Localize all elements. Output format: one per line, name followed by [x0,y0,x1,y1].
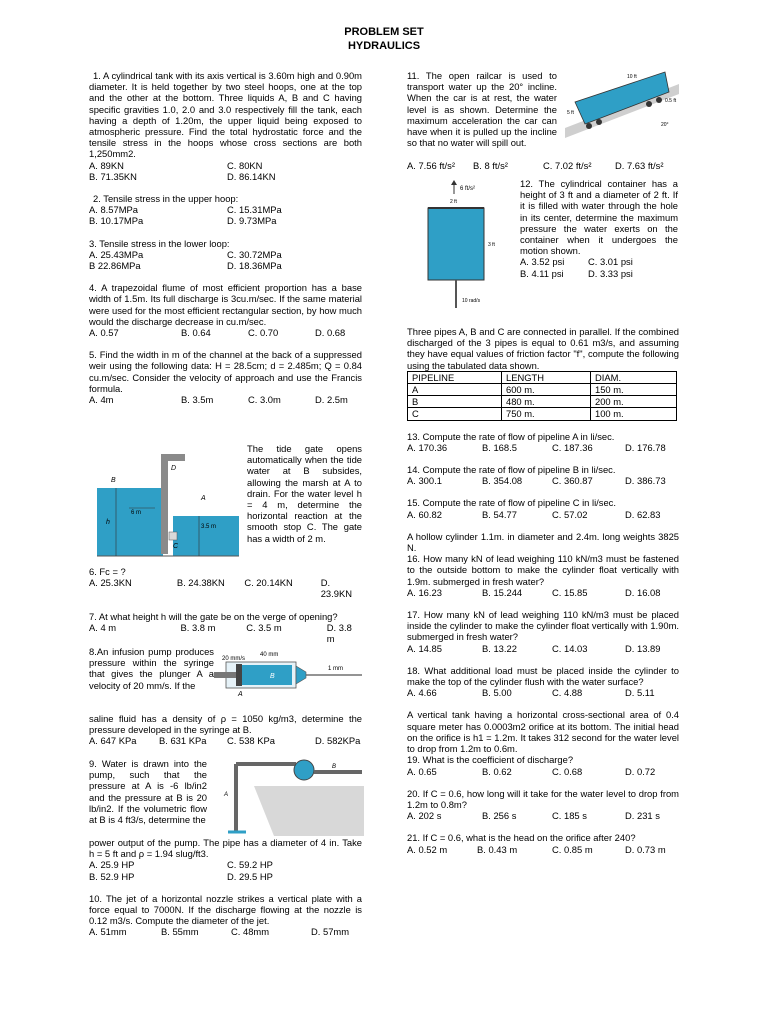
label-6m: 6 m [131,510,142,516]
q14-option-c: C. 360.87 [552,475,593,487]
left-column [89,70,362,405]
q15-option-d: D. 62.83 [625,508,661,520]
q6-option-d: D. 23.9KN [320,577,352,600]
q9-option-b: B. 52.9 HP [89,870,135,882]
q2-option-c: C. 15.31MPa [227,204,282,216]
q9-option-a: A. 25.9 HP [89,859,135,871]
q8-text-part2: saline fluid has a density of ρ = 1050 kg/m3, determine the pressure developed in the syringe at B. [89,713,362,736]
q18-option-d: D. 5.11 [625,687,655,699]
q14-option-d: D. 386.73 [625,475,666,487]
q12-option-b: B. 4.11 psi [520,267,564,279]
railcar-depth-label: 0.5 ft [665,98,677,104]
tank-intro: A vertical tank having a horizontal cross-sectional area of 0.4 square meter has 0.0003m2 orifice at its bottom. The initial head on the orifice is h1 = 1.2m. It takes 312 second for the water level to drop from 1.2m to 0.6m. [407,709,679,755]
q4-text: 4. A trapezoidal flume of most efficient proportion has a base width of 1.5m. Its full discharge is 3cu.m/sec. If the same material were used for the most efficient rectangular section, by how much would the discharge decrease in cu.m/sec. [89,282,362,327]
table-cell: C [408,408,502,420]
syringe-figure [212,646,364,702]
q18-text: 18. What additional load must be placed inside the cylinder to make the top of the cylinder flush with the water surface? [407,664,679,688]
gate-post [161,454,168,554]
q21-option-b: B. 0.43 m [477,843,518,855]
q4-option-c: C. 0.70 [248,327,279,339]
q2-option-b: B. 10.17MPa [89,215,144,227]
q19-option-b: B. 0.62 [482,765,512,777]
label-d: D [171,465,177,472]
syringe-outlet-label: 1 mm [328,666,343,672]
table-cell: 100 m. [591,408,677,420]
q6-text: 6. Fc = ? [89,566,126,577]
svg-text:B: B [332,764,337,770]
q6-option-a: A. 25.3KN [89,577,132,589]
q14-option-b: B. 354.08 [482,475,523,487]
q11-option-d: D. 7.63 ft/s² [615,160,664,171]
q20-option-b: B. 256 s [482,810,517,822]
q13-option-c: C. 187.36 [552,441,593,453]
q12-option-c: C. 3.01 psi [588,256,633,268]
q13-option-d: D. 176.78 [625,441,666,453]
table-row [408,384,677,396]
syringe-velocity-label: 20 mm/s [222,656,246,662]
q17-option-a: A. 14.85 [407,642,442,654]
q20-option-c: C. 185 s [552,810,587,822]
water-a [173,516,239,556]
q11-option-b: B. 8 ft/s² [473,160,508,171]
q2-option-d: D. 9.73MPa [227,215,277,227]
q8-text-part1: 8.An infusion pump produces pressure within the syringe that gives the plunger A a velocity of 20 mm/s. If the [89,646,214,691]
q7-text: 7. At what height h will the gate be on the verge of opening? [89,610,338,622]
cylinder-water [428,208,484,280]
q8-option-b: B. 631 KPa [159,735,207,747]
gate-arm [161,454,185,461]
q11-option-a: A. 7.56 ft/s² [407,160,455,171]
q19-option-a: A. 0.65 [407,765,437,777]
q11-text: 11. The open railcar is used to transport water up the 20° incline. When the car is at rest, the water level is as shown. Determine the maximum acceleration the car can have when it is pulled up the incline so that no water will spill out. [407,70,557,149]
table-cell: B [408,396,502,408]
q8-block [89,713,362,747]
q1-option-c: C. 80KN [227,159,263,171]
q10-option-d: D. 57mm [311,926,350,938]
q12-text: 12. The cylindrical container has a height of 3 ft and a diameter of 2 ft. If it is filled with water through the hole in its center, determine the maximum pressure the water exerts on the container when it undergoes the motion shown. [520,178,678,257]
table-cell: 750 m. [502,408,591,420]
cylinder-dia-label: 2 ft [450,199,457,205]
table-cell: A [408,384,502,396]
q9-text-part2: power output of the pump. The pipe has a diameter of 4 in. Take h = 5 ft and ρ = 1.94 slug/ft3. [89,837,362,860]
q11-option-c: C. 7.02 ft/s² [543,160,592,171]
q9-option-c: C. 59.2 HP [227,859,273,871]
q1-option-d: D. 86.14KN [227,170,276,182]
q16-option-a: A. 16.23 [407,586,442,598]
q8-option-d: D. 582KPa [315,735,361,747]
q11-options [407,160,687,171]
q18-option-b: B. 5.00 [482,687,512,699]
q19-option-c: C. 0.68 [552,765,583,777]
q10-option-a: A. 51mm [89,926,127,938]
q9-block [89,837,362,938]
q2-option-a: A. 8.57MPa [89,204,138,216]
q5-text: 5. Find the width in m of the channel at the back of a suppressed weir using the following data: H = 28.5cm; d = 2.485m; Q = 0.84 cu.m/sec. Consider the velocity of approach and use the Francis formula. [89,349,362,394]
tide-gate-figure [89,452,241,560]
q2-text: 2. Tensile stress in the upper hoop: [93,193,239,205]
label-a: A [201,495,206,502]
q17-option-c: C. 14.03 [552,642,588,654]
q5-option-a: A. 4m [89,394,114,406]
q21-option-c: C. 0.85 m [552,843,593,855]
q12-block [520,178,678,279]
railcar-angle-label: 20° [661,122,669,128]
stop-c [169,532,177,540]
pipes-intro: Three pipes A, B and C are connected in parallel. If the combined discharged of the 3 pipes is equal to 0.61 m3/s, and assuming they have equal values of friction factor "f", compute the following using the tabulated data shown. [407,326,679,371]
q20-option-d: D. 231 s [625,810,660,822]
q5-option-c: C. 3.0m [248,394,281,406]
q21-option-d: D. 0.73 m [625,843,666,855]
railcar-length-label: 10 ft [627,74,637,80]
q14-text: 14. Compute the rate of flow of pipeline B in li/sec. [407,464,616,476]
cylinder-acc-label: 6 ft/s² [460,186,476,192]
cylinder-omega-label: 10 rad/s [462,298,481,304]
pump-body [294,760,314,780]
label-c: C [173,543,179,550]
q19-text: 19. What is the coefficient of discharge? [407,754,574,766]
q17-text: 17. How many kN of lead weighing 110 kN/m3 must be placed inside the cylinder to make the cylinder float vertically with 1.90m. submerged in fresh water? [407,609,679,643]
q6-option-b: B. 24.38KN [176,577,225,589]
table-header: DIAM. [591,371,677,383]
q8-option-c: C. 538 KPa [227,735,275,747]
q12-option-a: A. 3.52 psi [520,256,565,268]
q15-text: 15. Compute the rate of flow of pipeline C in li/sec. [407,497,616,509]
q10-option-c: C. 48mm [231,926,270,938]
q1-text: 1. A cylindrical tank with its axis vertical is 3.60m high and 0.90m diameter. It is held together by two steel hoops, one at the top and the other at the bottom. Three liquids A, B and C having specific gravities 1.0, 2.0 and 3.0 respectively fill the tank, each having a depth of 1.20m, the upper liquid being exposed to atmospheric pressure. Find the total hydrostatic force and the tensile stress in the hoops whose cross sections are both 1,250mm2. [89,70,362,160]
q3-option-a: A. 25.43MPa [89,248,144,260]
q7-option-d: D. 3.8 m [326,621,352,645]
q1-options-row1 [89,160,362,171]
syringe-diameter-label: 40 mm [260,652,279,658]
q13-option-a: A. 170.36 [407,441,448,453]
q21-text: 21. If C = 0.6, what is the head on the orifice after 240? [407,832,636,844]
q3-option-c: C. 30.72MPa [227,248,282,260]
table-cell: 600 m. [502,384,591,396]
page-subtitle: HYDRAULICS [347,40,421,52]
pipes-table [407,371,677,421]
pump-figure [214,756,364,836]
tide-gate-text: The tide gate opens automatically when the tide water at B subsides, allowing the marsh at A to drain. For the water level h = 4 m, determine the horizontal reaction at the smooth stop C. The gate has a width of 2 m. [247,443,362,544]
q1-option-b: B. 71.35KN [89,170,137,182]
q3-option-b: B 22.86MPa [89,260,141,272]
q15-option-b: B. 54.77 [482,508,517,520]
q7-option-c: C. 3.5 m [246,621,282,633]
q15-option-c: C. 57.02 [552,508,588,520]
syringe-label-b: B [270,673,275,680]
table-row [408,396,677,408]
q10-text: 10. The jet of a horizontal nozzle strikes a vertical plate with a force equal to 7000N. If the discharge flowing at the nozzle is 0.12 m3/s. Compute the diameter of the jet. [89,892,362,927]
page-title: PROBLEM SET [344,26,424,38]
q21-option-a: A. 0.52 m [407,843,448,855]
q9-option-d: D. 29.5 HP [227,870,273,882]
table-header-row [408,371,677,383]
q6-q7-block [89,566,362,644]
q5-option-b: B. 3.5m [181,394,214,406]
q6-option-c: C. 20.14KN [244,577,293,589]
q5-option-d: D. 2.5m [315,394,348,406]
q18-option-a: A. 4.66 [407,687,437,699]
railcar-height-label: 5 ft [567,110,574,116]
label-h: h [106,519,110,526]
q17-option-d: D. 13.89 [625,642,661,654]
table-cell: 480 m. [502,396,591,408]
label-b: B [111,477,116,484]
q7-option-b: B. 3.8 m [180,621,216,633]
label-35m: 3.5 m [201,524,217,530]
q1-options-row2 [89,171,362,182]
cylinder-figure [414,180,514,310]
q13-option-b: B. 168.5 [482,441,517,453]
q1-option-a: A. 89KN [89,159,124,171]
table-cell: 150 m. [591,384,677,396]
q20-option-a: A. 202 s [407,810,442,822]
q14-option-a: A. 300.1 [407,475,442,487]
syringe-label-a: A [238,691,243,698]
right-lower-column [407,326,679,855]
q16-text: 16. How many kN of lead weighing 110 kN/m3 must be fastened to the outside bottom to make the cylinder float vertically with 1.9m. submerged in fresh water? [407,553,679,587]
q12-option-d: D. 3.33 psi [588,267,633,279]
q20-text: 20. If C = 0.6, how long will it take for the water level to drop from 1.2m to 0.8m? [407,787,679,810]
q7-option-a: A. 4 m [89,621,117,633]
q10-option-b: B. 55mm [161,926,199,938]
q4-option-d: D. 0.68 [315,327,346,339]
table-header: LENGTH [502,371,591,383]
q15-option-a: A. 60.82 [407,508,442,520]
q19-option-d: D. 0.72 [625,765,656,777]
q4-option-a: A. 0.57 [89,327,119,339]
plunger [236,664,242,686]
railcar-figure [565,68,679,138]
table-header: PIPELINE [408,371,502,383]
q16-option-b: B. 15.244 [482,586,523,598]
q4-option-b: B. 0.64 [181,327,211,339]
table-row [408,408,677,420]
q8-option-a: A. 647 KPa [89,735,137,747]
cylinder-intro: A hollow cylinder 1.1m. in diameter and 2.4m. long weights 3825 N. [407,530,679,554]
table-cell: 200 m. [591,396,677,408]
cylinder-height-label: 3 ft [488,242,495,248]
q16-option-c: C. 15.85 [552,586,588,598]
q3-text: 3. Tensile stress in the lower loop: [89,237,230,249]
q17-option-b: B. 13.22 [482,642,517,654]
svg-text:A: A [224,792,229,798]
q13-text: 13. Compute the rate of flow of pipeline A in li/sec. [407,430,615,442]
q9-text-part1: 9. Water is drawn into the pump, such that the pressure at A is -6 lb/in2 and the pressure at B is 20 lb/in2. If the volumetric flow at B is 4 ft3/s, determine the [89,758,207,826]
q18-option-c: C. 4.88 [552,687,583,699]
q3-option-d: D. 18.36MPa [227,260,282,272]
q16-option-d: D. 16.08 [625,586,661,598]
